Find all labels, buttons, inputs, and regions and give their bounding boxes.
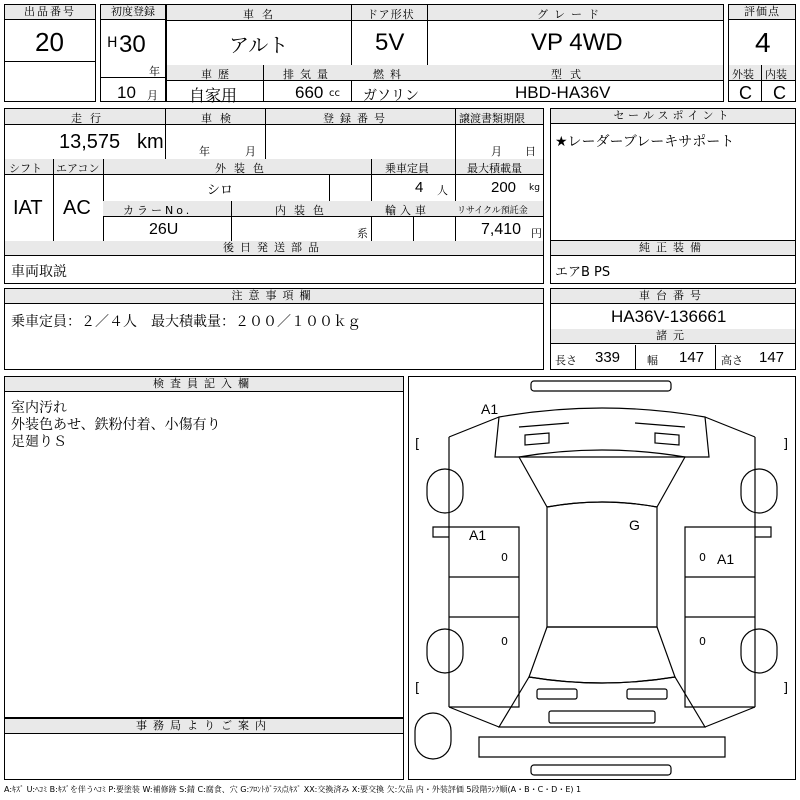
displacement-label: 排気量 [283,68,334,81]
office-label: 事務局よりご案内 [5,719,403,734]
bracket-left-1: [ [415,437,421,452]
fuel: ガソリン [363,88,419,104]
chassis-number: HA36V-136661 [611,307,727,326]
door-label: ドア形状 [367,8,415,21]
width-label: 幅 [647,354,658,367]
car-diagram [409,377,795,779]
sales-point-label: セールスポイント [551,109,795,124]
notes-box [4,288,544,370]
transfer-label: 譲渡書類期限 [459,112,525,125]
mark-zero-right-1: 0 [699,551,706,564]
equipment-box [550,240,796,284]
model-label: 型式 [551,68,589,81]
capacity-label: 乗車定員 [385,162,429,175]
length: 339 [595,349,621,366]
month-unit: 月 [147,89,158,102]
width: 147 [679,349,705,366]
lot-number-label: 出品番号 [5,5,95,20]
grade-label: グレード [537,8,605,21]
score-box [728,4,796,102]
bracket-left-2: [ [415,681,421,696]
history: 自家用 [189,86,238,105]
inspector-line-2: 外装色あせ、鉄粉付着、小傷有り [11,417,221,433]
exterior-grade: C [739,83,752,103]
sales-point-box [550,108,796,242]
load-label: 最大積載量 [467,162,522,175]
recycle-label: リサイクル預託金 [457,206,528,216]
era: H [107,35,118,51]
shift: IAT [13,197,43,219]
ac-label: エアコン [56,162,100,175]
height: 147 [759,349,785,366]
spec-label: 諸元 [551,329,795,344]
equipment-text: エアB PS [555,265,611,280]
height-label: 高さ [721,354,743,367]
inspection-year-unit: 年 [199,145,210,158]
sales-point-text: ★レーダーブレーキサポート [555,134,735,150]
office-box [4,718,404,780]
displacement-unit: cc [329,88,340,99]
score: 4 [755,27,771,58]
exterior-color: シロ [207,183,234,198]
interior-grade: C [773,83,786,103]
mark-right-door: A1 [717,551,735,567]
chassis-label: 車台番号 [551,289,795,304]
mileage-label: 走行 [71,112,109,125]
transfer-month-unit: 月 [491,145,502,158]
inspector-line-1: 室内汚れ [11,400,67,416]
reg-number-label: 登録番号 [323,112,391,125]
recycle-unit: 円 [531,227,542,240]
mileage-unit: km [137,131,164,153]
color-no-label: カラーNo. [123,204,193,217]
inspection-label: 車検 [201,112,239,125]
first-registration-box [100,4,166,102]
chassis-box [550,288,796,370]
ac: AC [63,197,91,219]
lot-number: 20 [35,27,64,57]
inspection-month-unit: 月 [245,145,256,158]
mileage: 13,575 [59,131,121,153]
recycle: 7,410 [481,221,522,238]
equipment-label: 純正装備 [551,241,795,256]
load-unit: kg [529,183,540,193]
reg-month: 10 [117,83,136,102]
bracket-right-1: ] [783,437,789,452]
exterior-label: 外装 [732,68,754,81]
year-unit: 年 [149,65,160,78]
capacity-unit: 人 [437,184,448,197]
capacity: 4 [415,179,424,196]
lot-number-box [4,4,96,102]
mark-zero-right-2: 0 [699,635,706,648]
grade: VP 4WD [531,29,623,56]
door-type: 5V [375,29,405,56]
inspector-line-3: 足廻りＳ [11,434,67,450]
notes-label: 注意事項欄 [5,289,543,304]
car-diagram-box [408,376,796,780]
color-no: 26U [149,221,179,238]
score-label: 評価点 [729,5,795,20]
fuel-label: 燃料 [373,68,407,81]
history-label: 車歴 [201,68,235,81]
mark-zero-left-1: 0 [501,551,508,564]
interior-color-label: 内装色 [275,204,332,217]
exterior-color-label: 外装色 [215,162,272,175]
vehicle-info-box [166,4,724,105]
load: 200 [491,179,517,196]
import-label: 輸入車 [385,204,430,217]
interior-label: 内装 [765,68,787,81]
transfer-day-unit: 日 [525,145,536,158]
mark-left-door: A1 [469,527,487,543]
car-name-label: 車名 [243,8,281,21]
first-reg-label: 初度登録 [101,5,165,20]
shift-label: シフト [9,162,42,175]
mark-roof: G [629,517,640,533]
later-parts: 車両取説 [11,264,67,280]
legend: A:ｷｽﾞ U:ﾍｺﾐ B:ｷｽﾞを伴うﾍｺﾐ P:要塗装 W:補修跡 S:錆 C:腐食、穴 G:ﾌﾛﾝﾄｶﾞﾗｽ点ｷｽﾞ XX:交換済み X:要交換 欠:欠品 内・外装評価 5段階ﾗﾝｸ順(A・B・C・D・E) 1 [4,785,582,794]
model: HBD-HA36V [515,83,611,102]
interior-color-unit: 系 [357,227,368,240]
mark-zero-left-2: 0 [501,635,508,648]
inspector-box [4,376,404,718]
later-parts-label: 後日発送部品 [5,241,543,256]
mark-front-left: A1 [481,401,499,417]
inspector-label: 検査員記入欄 [5,377,403,392]
displacement: 660 [295,83,324,102]
car-name: アルト [229,33,289,57]
reg-year: 30 [119,31,146,58]
notes-text: 乗車定員：２／４人 最大積載量：２００／１００ｋｇ [11,314,361,330]
bracket-right-2: ] [783,681,789,696]
detail-box [4,108,544,284]
length-label: 長さ [555,354,577,367]
